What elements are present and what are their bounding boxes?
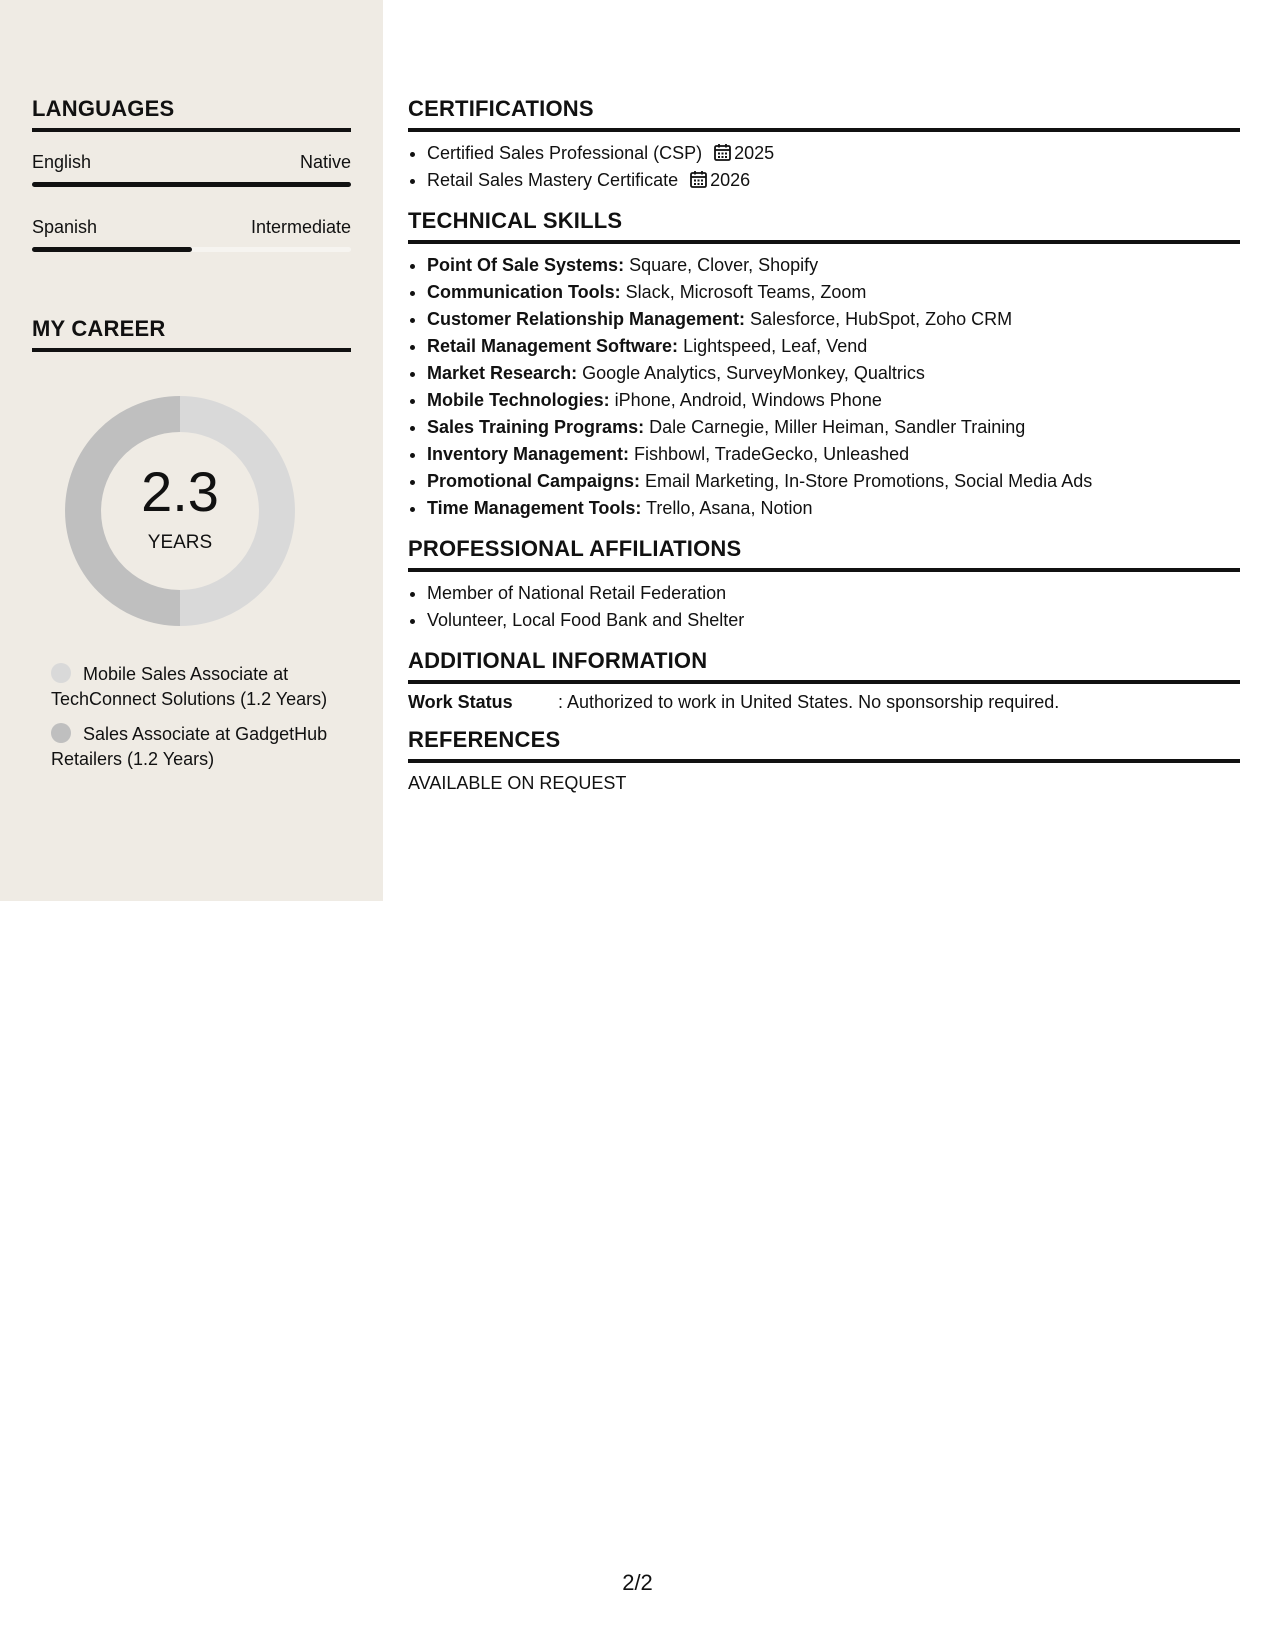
work-status-row [408,692,1240,713]
skill-value: Square, Clover, Shopify [624,255,819,275]
additional-info-section [408,648,1240,713]
skill-value: Dale Carnegie, Miller Heiman, Sandler Training [644,417,1026,437]
legend-dot [51,723,71,743]
certification-item [427,140,1240,167]
sidebar [0,0,383,901]
affiliation-item: • Volunteer, Local Food Bank and Shelter [427,607,1240,634]
skill-value: Lightspeed, Leaf, Vend [678,336,868,356]
career-years-unit: YEARS [147,532,213,553]
career-total-years: 2.3 [141,460,219,523]
certification-year: 2025 [734,143,775,163]
certifications-section [408,96,1240,194]
certifications-list [408,140,1240,194]
career-item-label: Sales Associate at GadgetHub Retailers (1.2 Years) [51,724,328,769]
affiliation-item: • Member of National Retail Federation [427,580,1240,607]
additional-info-heading: ADDITIONAL INFORMATION [408,648,1240,684]
skill-item [427,279,1240,306]
language-name: Spanish [32,217,98,237]
career-item-label: Mobile Sales Associate at TechConnect Solutions (1.2 Years) [51,664,328,709]
affiliations-list [408,580,1240,634]
references-text: AVAILABLE ON REQUEST [408,773,627,793]
skill-item [427,360,1240,387]
certifications-heading: CERTIFICATIONS [408,96,1240,132]
career-legend-item [51,722,336,772]
skill-value: Google Analytics, SurveyMonkey, Qualtrics [577,363,925,383]
language-level: Intermediate [250,217,351,237]
affiliations-section [408,536,1240,634]
skill-label: Sales Training Programs: [427,417,645,437]
work-status-label: Work Status [408,692,513,712]
calendar-icon [714,143,731,161]
skill-label: Market Research: [427,363,578,383]
career-legend-item [51,662,336,712]
main-content [408,96,1240,794]
skills-list [408,252,1240,522]
skill-label: Inventory Management: [427,444,630,464]
language-proficiency-bar [32,247,351,252]
certification-year: 2026 [710,170,751,190]
legend-dot [51,663,71,683]
skill-item [427,414,1240,441]
language-english [32,152,351,187]
career-heading: MY CAREER [32,316,351,352]
career-legend [51,662,336,772]
language-spanish [32,217,351,252]
skill-label: Time Management Tools: [427,498,642,518]
language-name: English [32,152,92,172]
skill-label: Communication Tools: [427,282,621,302]
skill-label: Customer Relationship Management: [427,309,746,329]
skill-item [427,495,1240,522]
references-section [408,727,1240,794]
technical-skills-section [408,208,1240,522]
language-proficiency-bar [32,182,351,187]
language-level: Native [299,152,351,172]
skill-value: Trello, Asana, Notion [641,498,813,518]
technical-skills-heading: TECHNICAL SKILLS [408,208,1240,244]
skill-item [427,387,1240,414]
skill-value: Slack, Microsoft Teams, Zoom [620,282,867,302]
skill-item [427,252,1240,279]
skill-label: Promotional Campaigns: [427,471,641,491]
sidebar-content [32,96,351,782]
skill-label: Retail Management Software: [427,336,679,356]
work-status-value: : Authorized to work in United States. No sponsorship required. [558,692,1060,712]
language-proficiency-fill [32,182,351,187]
page-number: 2/2 [622,1570,653,1595]
skill-value: Fishbowl, TradeGecko, Unleashed [629,444,910,464]
skill-item [427,441,1240,468]
skill-item [427,468,1240,495]
skill-value: iPhone, Android, Windows Phone [609,390,882,410]
skill-label: Point Of Sale Systems: [427,255,625,275]
certification-name: Retail Sales Mastery Certificate [427,170,679,190]
skill-item [427,306,1240,333]
affiliations-heading: PROFESSIONAL AFFILIATIONS [408,536,1240,572]
skill-item [427,333,1240,360]
career-donut-chart [65,396,295,626]
skill-value: Email Marketing, In-Store Promotions, Social Media Ads [640,471,1093,491]
references-heading: REFERENCES [408,727,1240,763]
certification-item [427,167,1240,194]
language-proficiency-fill [32,247,192,252]
skill-value: Salesforce, HubSpot, Zoho CRM [745,309,1013,329]
languages-heading: LANGUAGES [32,96,351,132]
certification-name: Certified Sales Professional (CSP) [427,143,703,163]
skill-label: Mobile Technologies: [427,390,610,410]
calendar-icon [690,170,707,188]
